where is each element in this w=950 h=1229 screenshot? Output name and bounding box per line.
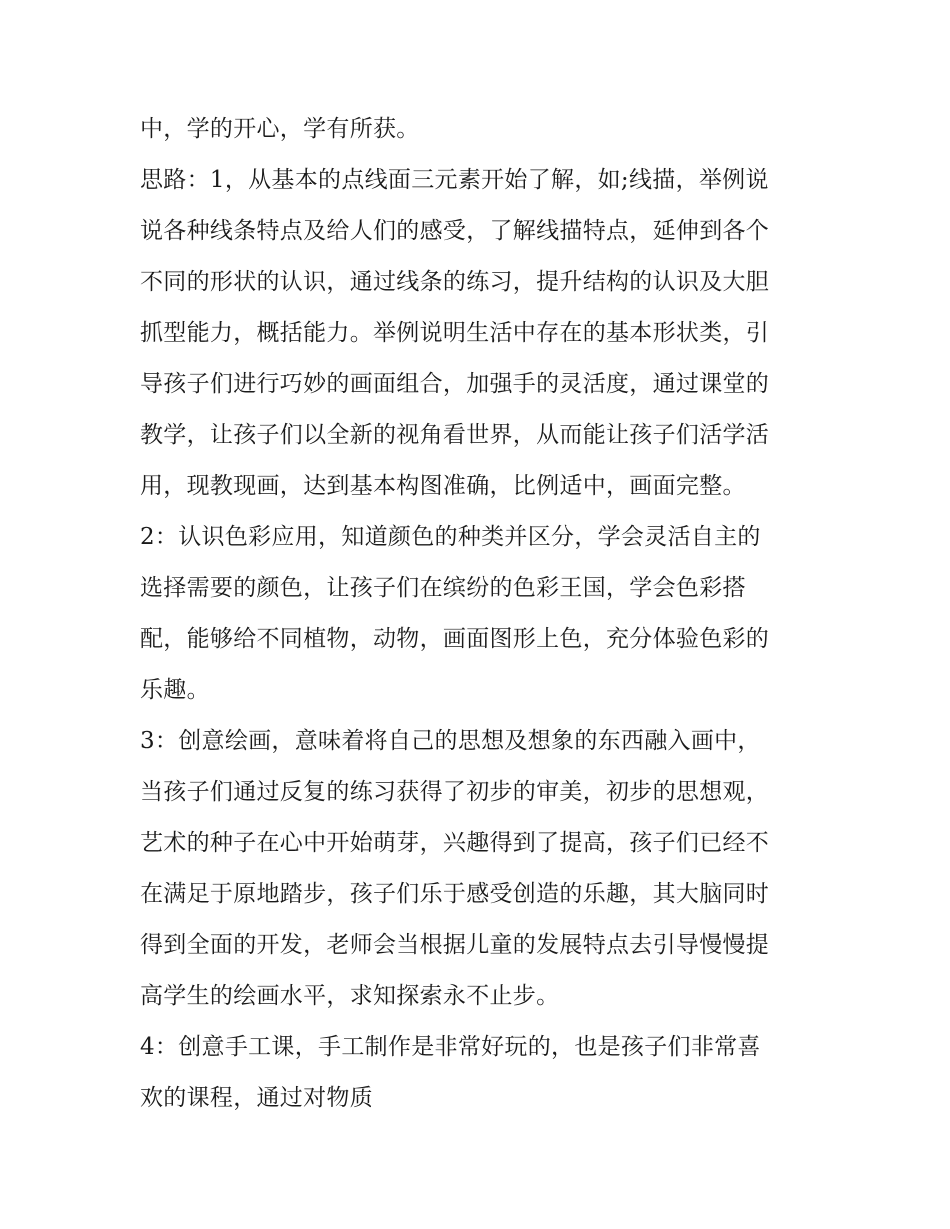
text-line: 中，学的开心，学有所获。 bbox=[140, 116, 420, 142]
text-line: 思路：1，从基本的点线面三元素开始了解，如;线描，举例说 bbox=[140, 167, 769, 193]
text-line: 说各种线条特点及给人们的感受，了解线描特点，延伸到各个 bbox=[140, 218, 770, 244]
body-text bbox=[140, 104, 820, 1124]
text-line: 高学生的绘画水平，求知探索永不止步。 bbox=[140, 983, 560, 1009]
text-line: 4：创意手工课，手工制作是非常好玩的，也是孩子们非常喜 bbox=[140, 1034, 761, 1060]
text-line: 选择需要的颜色，让孩子们在缤纷的色彩王国，学会色彩搭 bbox=[140, 575, 746, 601]
text-line: 教学，让孩子们以全新的视角看世界，从而能让孩子们活学活 bbox=[140, 422, 770, 448]
text-line: 抓型能力，概括能力。举例说明生活中存在的基本形状类，引 bbox=[140, 320, 770, 346]
text-line: 当孩子们通过反复的练习获得了初步的审美，初步的思想观， bbox=[140, 779, 770, 805]
text-line: 在满足于原地踏步，孩子们乐于感受创造的乐趣，其大脑同时 bbox=[140, 881, 770, 907]
text-line: 欢的课程，通过对物质 bbox=[140, 1085, 373, 1111]
text-line: 3：创意绘画，意味着将自己的思想及想象的东西融入画中， bbox=[140, 728, 761, 754]
text-line: 乐趣。 bbox=[140, 677, 210, 703]
text-line: 艺术的种子在心中开始萌芽，兴趣得到了提高，孩子们已经不 bbox=[140, 830, 770, 856]
text-line: 得到全面的开发，老师会当根据儿童的发展特点去引导慢慢提 bbox=[140, 932, 770, 958]
text-line: 2：认识色彩应用，知道颜色的种类并区分，学会灵活自主的 bbox=[140, 524, 761, 550]
text-line: 用，现教现画，达到基本构图准确，比例适中，画面完整。 bbox=[140, 473, 746, 499]
text-line: 配，能够给不同植物，动物，画面图形上色，充分体验色彩的 bbox=[140, 626, 770, 652]
text-line: 导孩子们进行巧妙的画面组合，加强手的灵活度，通过课堂的 bbox=[140, 371, 770, 397]
text-line: 不同的形状的认识，通过线条的练习，提升结构的认识及大胆 bbox=[140, 269, 770, 295]
